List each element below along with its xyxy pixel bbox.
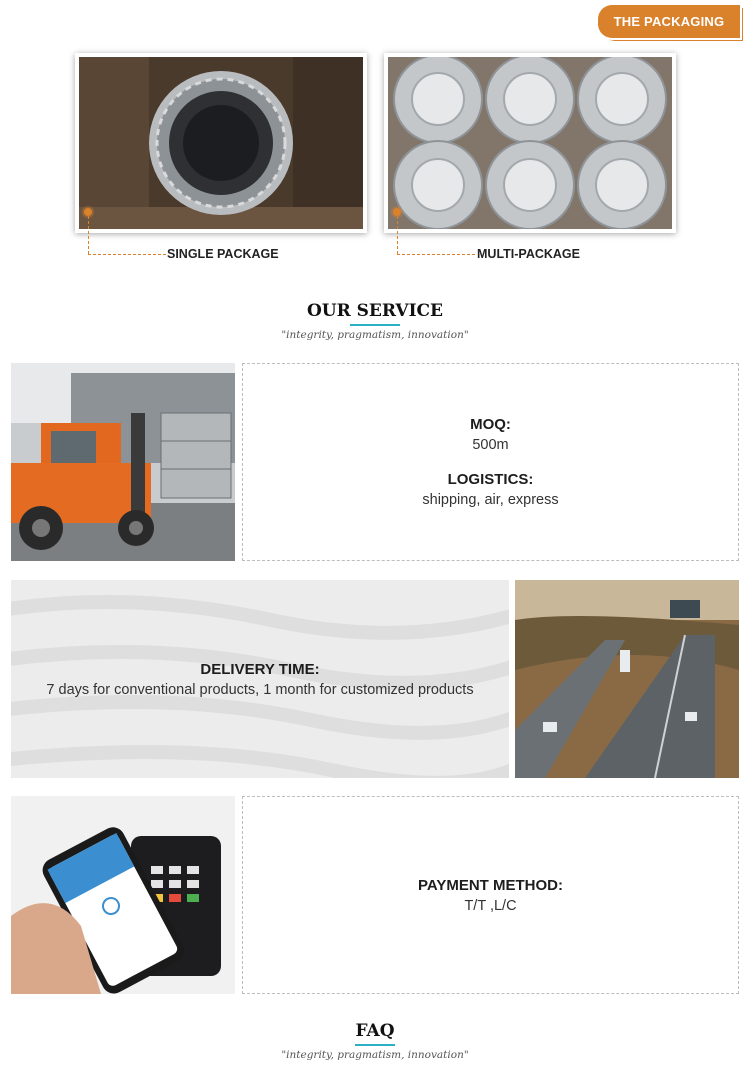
service-tagline: "integrity, pragmatism, innovation": [281, 329, 469, 341]
single-package-leader: [88, 216, 89, 254]
payment-value: T/T ,L/C: [464, 897, 517, 914]
faq-tagline: "integrity, pragmatism, innovation": [281, 1049, 469, 1061]
payment-method-box: [242, 796, 739, 994]
moq-heading: MOQ:: [470, 416, 511, 433]
multi-package-marker: [393, 208, 401, 216]
highway-photo: [515, 580, 739, 778]
multi-package-label: MULTI-PACKAGE: [477, 247, 580, 261]
delivery-time-box: [11, 580, 509, 778]
payment-heading: PAYMENT METHOD:: [417, 876, 563, 894]
service-title-underline: [350, 324, 400, 326]
forklift-photo: [11, 363, 235, 561]
multi-package-photo: [384, 53, 676, 233]
delivery-heading: DELIVERY TIME:: [200, 660, 320, 678]
moq-logistics-box: [242, 363, 739, 561]
service-title: OUR SERVICE: [306, 301, 444, 321]
packaging-tab: THE PACKAGING: [598, 5, 740, 38]
logistics-heading: LOGISTICS:: [447, 471, 534, 488]
single-package-label: SINGLE PACKAGE: [167, 247, 279, 261]
single-package-photo: [75, 53, 367, 233]
faq-title: FAQ: [355, 1021, 395, 1041]
logistics-value: shipping, air, express: [422, 492, 559, 508]
payment-photo: [11, 796, 235, 994]
multi-package-leader: [397, 216, 398, 254]
delivery-value: 7 days for conventional products, 1 month for customized products: [46, 681, 474, 698]
single-package-marker: [84, 208, 92, 216]
faq-title-underline: [355, 1044, 395, 1046]
moq-value: 500m: [472, 437, 509, 453]
